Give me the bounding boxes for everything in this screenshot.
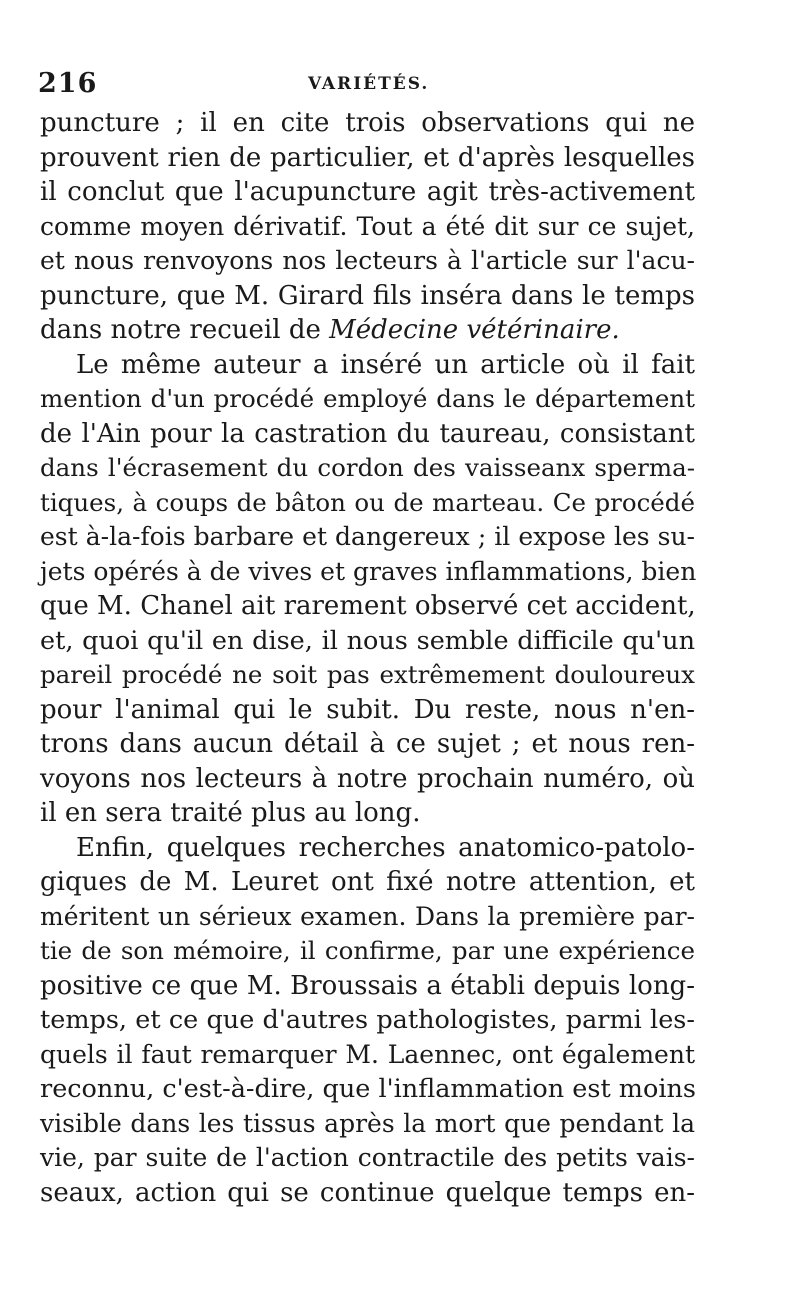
text-line: trons dans aucun détail à ce sujet ; et nous ren-: [40, 729, 695, 759]
text-line: pareil procédé ne soit pas extrêmement douloureux: [40, 660, 695, 689]
paragraph-1: [40, 106, 695, 348]
running-title: VARIÉTÉS.: [308, 74, 430, 94]
text-line: tie de son mémoire, il confirme, par une expérience: [40, 936, 695, 965]
text-line: vie, par suite de l'action contractile des petits vais-: [40, 1143, 695, 1172]
text-line: et, quoi qu'il en dise, il nous semble difficile qu'un: [40, 625, 695, 656]
text-line: méritent un sérieux examen. Dans la première par-: [40, 901, 695, 931]
text-line: dans l'écrasement du cordon des vaisseanx sperma-: [40, 453, 695, 482]
page-number: 216: [38, 68, 98, 99]
text-line: quels il faut remarquer M. Laennec, ont également: [40, 1039, 695, 1069]
text-line: prouvent rien de particulier, et d'après lesquelles: [40, 142, 695, 173]
text-line: il conclut que l'acupuncture agit très-activement: [40, 177, 695, 207]
text-line: puncture, que M. Girard fils inséra dans le temps: [40, 280, 695, 311]
text-line: tiques, à coups de bâton ou de marteau. Ce procédé: [40, 487, 695, 517]
text-line: voyons nos lecteurs à notre prochain numéro, où: [40, 763, 695, 794]
text-fragment: dans notre recueil de: [40, 315, 330, 345]
text-line: mention d'un procédé employé dans le département: [40, 384, 695, 413]
text-line: reconnu, c'est-à-dire, que l'inflammation est moins: [40, 1074, 696, 1104]
paragraph-2: [40, 348, 695, 831]
journal-title: Médecine vétérinaire.: [329, 315, 620, 345]
text-line: est à-la-fois barbare et dangereux ; il expose les su-: [40, 522, 695, 551]
paragraph-3: [40, 831, 695, 1211]
text-line: il en sera traité plus au long.: [40, 798, 421, 828]
text-line: temps, et ce que d'autres pathologistes, parmi les-: [40, 1005, 695, 1035]
text-line: [40, 313, 695, 348]
text-line: Le même auteur a inséré un article où il fait: [76, 349, 695, 380]
text-line: positive ce que M. Broussais a établi depuis long-: [40, 970, 695, 1001]
body-text: [40, 106, 695, 1210]
text-line: et nous renvoyons nos lecteurs à l'article sur l'acu-: [40, 246, 695, 275]
text-line: visible dans les tissus après la mort que pendant la: [40, 1108, 695, 1138]
page-header: [38, 68, 678, 108]
text-line: que M. Chanel ait rarement observé cet accident,: [40, 591, 696, 621]
text-line: comme moyen dérivatif. Tout a été dit sur ce sujet,: [40, 211, 695, 241]
text-line: de l'Ain pour la castration du taureau, consistant: [40, 418, 695, 449]
text-line: Enfin, quelques recherches anatomico-patolo-: [76, 832, 695, 863]
text-line: pour l'animal qui le subit. Du reste, nous n'en-: [40, 694, 695, 725]
text-line: jets opérés à de vives et graves inflammations, bien: [40, 556, 697, 586]
text-line: seaux, action qui se continue quelque temps en-: [40, 1177, 695, 1208]
text-line: puncture ; il en cite trois observations qui ne: [40, 108, 695, 138]
text-line: giques de M. Leuret ont fixé notre attention, et: [40, 867, 695, 897]
